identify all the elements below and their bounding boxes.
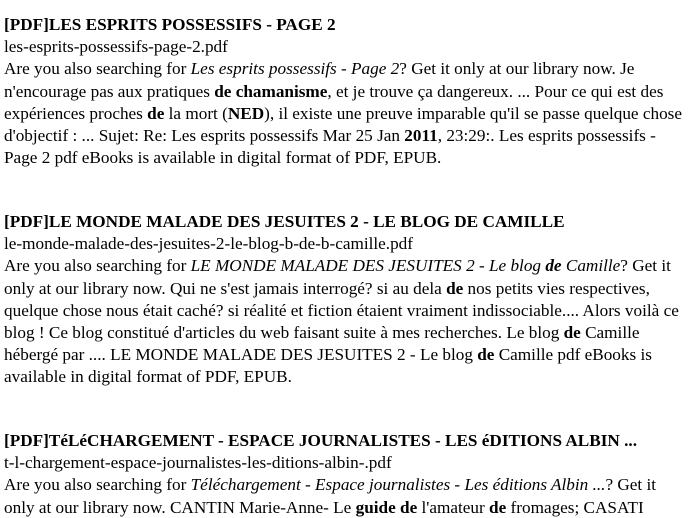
desc-segment: Are you also searching for [4, 475, 191, 495]
result-filename: le-monde-malade-des-jesuites-2-le-blog-b-de-b-camille.pdf [4, 234, 413, 254]
desc-segment: guide de [355, 497, 418, 517]
desc-segment: Camille pdf eBooks is available in digital format of PDF, EPUB. [4, 345, 652, 387]
desc-segment: Les esprits possessifs - Page 2 [190, 59, 400, 79]
desc-segment: 2011 [404, 126, 438, 146]
result-filename: les-esprits-possessifs-page-2.pdf [4, 37, 228, 57]
desc-segment: ? Get it only at our library now. Qui ne s'est jamais interrogé? si au dela [4, 256, 671, 298]
desc-segment: ? Get it only at our library now. Je n'encourage pas aux pratiques [4, 59, 635, 101]
desc-segment: Are you also searching for [4, 59, 191, 79]
result-item [4, 14, 688, 169]
result-description [4, 58, 688, 169]
desc-segment: l'amateur [417, 497, 490, 517]
result-item [4, 211, 688, 389]
desc-segment: NED [227, 103, 265, 123]
result-title-link[interactable]: [PDF]TéLéCHARGEMENT - ESPACE JOURNALISTES - LES éDITIONS ALBIN ... [4, 431, 637, 450]
desc-segment: Camille hébergé par .... LE MONDE MALADE DES JESUITES 2 - Le blog [4, 323, 640, 365]
desc-segment: Are you also searching for [4, 256, 191, 276]
result-description [4, 474, 688, 518]
result-description [4, 255, 688, 388]
desc-segment: de chamanisme [214, 81, 328, 101]
result-title-link[interactable]: [PDF]LE MONDE MALADE DES JESUITES 2 - LE BLOG DE CAMILLE [4, 212, 565, 231]
desc-segment: de [563, 323, 581, 343]
result-item [4, 430, 688, 518]
desc-segment: , 23:29:. Les esprits possessifs - Page 2 pdf eBooks is available in digital format of PDF, EPUB. [4, 126, 656, 168]
desc-segment: Téléchargement - Espace journalistes - Les éditions Albin ... [190, 475, 606, 495]
desc-segment: LE MONDE MALADE DES JESUITES 2 - Le blog [190, 256, 546, 276]
desc-segment: ? Get it only at our library now. CANTIN Marie-Anne- Le [4, 475, 657, 517]
desc-segment: de [545, 256, 562, 276]
desc-segment: de [489, 497, 507, 517]
result-filename: t-l-chargement-espace-journalistes-les-ditions-albin-.pdf [4, 453, 392, 473]
desc-segment: de [446, 278, 464, 298]
desc-segment: fromages; CASATI [506, 497, 644, 517]
result-title-link[interactable]: [PDF]LES ESPRITS POSSESSIFS - PAGE 2 [4, 15, 336, 34]
desc-segment: ), il existe une preuve imparable qu'il se passe quelque chose d'objectif : ... Sujet: Re: Les esprits possessifs Mar 25 Jan [4, 103, 682, 146]
desc-segment [545, 256, 561, 275]
desc-segment: de [477, 345, 495, 365]
desc-segment: Camille [561, 256, 621, 276]
desc-segment: la mort ( [164, 103, 228, 123]
desc-segment: , et je trouve ça dangereux. ... Pour ce qui est des expériences proches [4, 81, 664, 123]
desc-segment: de [147, 103, 165, 123]
desc-segment: nos petits vies respectives, quelque chose nous était caché? si réalité et fiction étaient vraiment indissociable.... Alors voilà ce blog ! Ce blog constitué d'articles du web faisant suite à mes recherches. Le blog [4, 278, 679, 343]
